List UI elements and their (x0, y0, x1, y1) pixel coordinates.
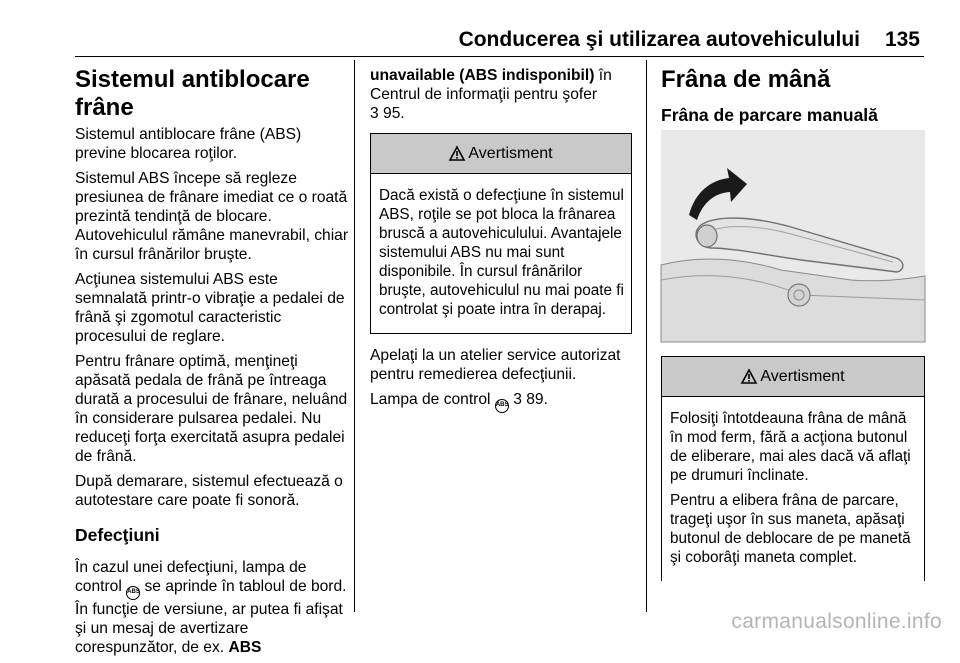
column-parking-brake (661, 66, 931, 126)
running-header-title: Conducerea şi utilizarea autovehiculului (458, 28, 860, 51)
page-reference-icon: 3 (370, 105, 379, 122)
page-number: 135 (884, 28, 920, 51)
watermark: carmanualsonline.info (731, 610, 942, 633)
warning-triangle-icon (741, 369, 757, 384)
section-heading-parking-brake: Frâna de mână (661, 66, 831, 93)
abs-message-text: ABS (228, 639, 262, 656)
paragraph-control-lamp: Lampa de control ABS 3 89. (370, 390, 632, 413)
warning-body (371, 174, 631, 333)
warning-title: Avertisment (760, 367, 845, 385)
paragraph: Sistemul antiblocare frâne (ABS) previne blocarea roţilor. (75, 126, 302, 162)
paragraph: Pentru frânare optimă, menţineţi apăsată pedala de frână pe întreaga durată a procesului de frânare, neluând în considerare pulsarea pedalei. Nu reduceţi forţa exercitată asupra pedalei de frână. (75, 353, 348, 465)
warning-box-parking-brake (661, 356, 925, 581)
column-abs (75, 66, 350, 663)
section-heading-abs: Sistemul antiblocare frâne (75, 66, 310, 121)
warning-text: Folosiţi întotdeauna frâna de mână în mod ferm, fără a acţiona butonul de eliberare, mai ales dacă vă aflaţi pe drumuri înclinate. (670, 410, 911, 484)
paragraph: Apelaţi la un atelier service autorizat pentru remedierea defecţiunii. (370, 347, 621, 383)
warning-header (662, 357, 924, 397)
abs-warning-lamp-icon: ABS (495, 399, 509, 413)
header-rule (75, 56, 924, 57)
warning-text: Pentru a elibera frâna de parcare, trageţi uşor în sus maneta, apăsaţi butonul de deblocare de pe manetă şi coborâţi maneta complet. (670, 492, 911, 566)
subheading-manual-parking-brake: Frâna de parcare manuală (661, 105, 878, 125)
subheading-faults: Defecţiuni (75, 525, 160, 545)
warning-text: Dacă există o defecţiune în sistemul ABS, roţile se pot bloca la frânarea bruscă a autovehiculului. Avantajele sistemului ABS nu mai sunt disponibile. În cursul frânărilor bruşte, autovehiculul nu mai poate fi controlat şi poate intra în derapaj. (379, 187, 624, 318)
page-reference: 95. (383, 105, 405, 122)
abs-warning-lamp-icon: ABS (126, 586, 140, 600)
column-abs-continued (370, 66, 632, 419)
paragraph: Sistemul ABS începe să regleze presiunea de frânare imediat ce o roată prezintă tendinţă de blocare. Autovehiculul rămâne manevrabil, chiar în cursul frânărilor bruşte. (75, 170, 349, 263)
paragraph: După demarare, sistemul efectuează o autotestare care poate fi sonoră. (75, 473, 343, 509)
page-reference-icon: 3 (513, 391, 522, 408)
warning-triangle-icon (449, 146, 465, 161)
column-divider-2 (646, 60, 647, 612)
paragraph-fault-lamp: În cazul unei defecţiuni, lampa de control ABS se aprinde în tabloul de bord. În funcţie de versiune, ar putea fi afişat şi un mesaj de avertizare corespunzător, de ex. ABS (75, 559, 347, 656)
paragraph-abs-unavailable: unavailable (ABS indisponibil) în Centrul de informaţii pentru şofer 3 95. (370, 67, 612, 122)
parking-brake-illustration (661, 130, 925, 342)
parking-brake-lever-icon (661, 130, 925, 342)
page-reference: 89. (526, 391, 548, 408)
warning-body (662, 397, 924, 581)
warning-header (371, 134, 631, 174)
column-divider-1 (354, 60, 355, 612)
paragraph: Acţiunea sistemului ABS este semnalată printr-o vibraţie a pedalei de frână şi zgomotul caracteristic procesului de reglare. (75, 271, 345, 345)
warning-box-abs (370, 133, 632, 334)
warning-title: Avertisment (468, 145, 553, 162)
